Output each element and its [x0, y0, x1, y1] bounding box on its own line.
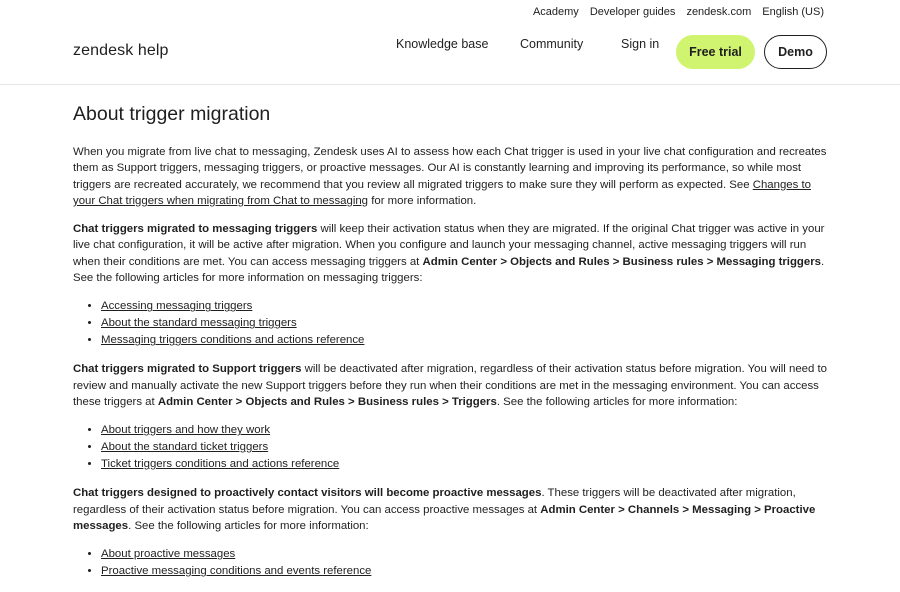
messaging-paragraph: Chat triggers migrated to messaging triggers will keep their activation status when they are migrated. If the original Chat trigger was active in your live chat configuration, it will be active after migration. When you configure and launch your messaging channel, active messaging triggers will run when their conditions are met. You can access messaging triggers at Admin Center > Objects and Rules > Business rules > Messaging triggers. See the following articles for more information on messaging triggers: [73, 223, 825, 285]
site-header [0, 0, 900, 85]
nav-community[interactable]: Community [520, 37, 584, 51]
sign-in-link[interactable]: Sign in [621, 37, 660, 51]
article-link[interactable]: About triggers and how they work [101, 424, 271, 437]
section-heading: About trigger migration [73, 103, 271, 125]
list-item[interactable] [101, 546, 833, 563]
demo-button[interactable]: Demo [764, 35, 827, 69]
article-link[interactable]: About the standard messaging triggers [101, 317, 297, 330]
developer-guides-link[interactable]: Developer guides [589, 6, 676, 18]
list-item[interactable] [101, 456, 833, 473]
article-body [73, 62, 833, 592]
proactive-paragraph: Chat triggers designed to proactively contact visitors will become proactive messages. These triggers will be deactivated after migration, regardless of their activation status before migration. You can access proactive messages at Admin Center > Channels > Messaging > Proactive messages. See the following articles for more information: [73, 487, 816, 532]
proactive-links [73, 546, 833, 580]
free-trial-button[interactable]: Free trial [676, 35, 755, 69]
utility-nav [533, 6, 824, 18]
list-item[interactable] [101, 439, 833, 456]
logo[interactable]: zendesk help [73, 42, 169, 59]
article-link[interactable]: About the standard ticket triggers [101, 441, 269, 454]
messaging-links [73, 298, 833, 349]
nav-knowledge-base[interactable]: Knowledge base [396, 37, 489, 51]
list-item[interactable] [101, 332, 833, 349]
article-link[interactable]: About proactive messages [101, 548, 236, 561]
support-paragraph: Chat triggers migrated to Support triggers will be deactivated after migration, regardless of their activation status before migration. You will need to review and manually activate the new Support triggers before they run when their conditions are met in the messaging environment. You can access these triggers at Admin Center > Objects and Rules > Business rules > Triggers. See the following articles for more information: [73, 363, 827, 408]
article-link[interactable]: Proactive messaging conditions and events reference [101, 565, 372, 578]
support-links [73, 422, 833, 473]
list-item[interactable] [101, 315, 833, 332]
zendesk-com-link[interactable]: zendesk.com [686, 6, 752, 18]
article-link[interactable]: Messaging triggers conditions and actions reference [101, 334, 365, 347]
academy-link[interactable]: Academy [532, 6, 579, 18]
article-link[interactable]: Ticket triggers conditions and actions reference [101, 458, 340, 471]
intro-paragraph: When you migrate from live chat to messaging, Zendesk uses AI to assess how each Chat trigger is used in your live chat configuration and recreates them as Support triggers, messaging triggers, or proactive messages. Our AI is constantly learning and improving its performance, so while most triggers are recreated accurately, we recommend that you review all migrated triggers to make sure they will perform as expected. See Changes to your Chat triggers when migrating from Chat to messaging for more information. [73, 146, 827, 207]
list-item[interactable] [101, 298, 833, 315]
language-selector[interactable]: English (US) [762, 6, 824, 18]
list-item[interactable] [101, 563, 833, 580]
article-link[interactable]: Accessing messaging triggers [101, 300, 253, 313]
list-item[interactable] [101, 422, 833, 439]
changes-link[interactable]: Changes to your Chat triggers when migrating from Chat to messaging [73, 178, 811, 207]
